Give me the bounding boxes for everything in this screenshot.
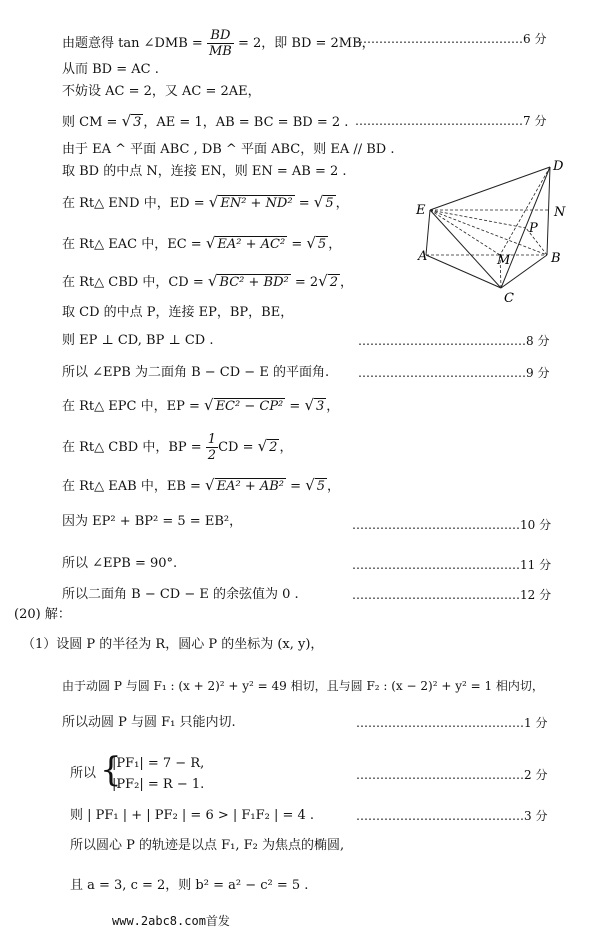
line-abc-values: 且 a = 3, c = 2，则 b² = a² − c² = 5 . [70,878,309,893]
score-11: ……………………………………11 分 [352,558,552,572]
line-ea-parallel-bd: 由于 EA ^ 平面 ABC , DB ^ 平面 ABC，则 EA // BD . [62,142,395,157]
line-cosine-zero: 所以二面角 B − CD − E 的余弦值为 0 . [62,587,299,602]
radicand: 3 [316,399,325,414]
radicand: 2 [269,440,278,455]
score-10: ……………………………………10 分 [352,518,552,532]
text: = [285,399,305,414]
text: ， [335,196,349,211]
line-dihedral-angle: 所以 ∠EPB 为二面角 B − CD − E 的平面角. [62,365,330,380]
text: 在 Rt△ CBD 中，CD = [62,275,208,290]
score-1: ……………………………………1 分 [356,716,548,730]
sqrt-sign: √ [306,234,316,252]
radicand: EN² + ND² [220,196,293,211]
line-bp [62,432,292,463]
line-sum-distances: 则 | PF₁ | + | PF₂ | = 6 > | F₁F₂ | = 4 . [70,808,315,823]
system-eq-2: |PF₂| = R − 1. [112,777,205,792]
line-ed [62,194,349,212]
numerator: BD [207,28,234,44]
sqrt-sign: √ [205,476,215,494]
numerator: 1 [207,432,217,447]
score-8: ……………………………………8 分 [358,334,550,348]
fraction [207,28,234,59]
line-cm [62,113,348,131]
text: = 2，即 BD = 2MB， [233,36,375,51]
text: 在 Rt△ EPC 中，EP = [62,399,204,414]
line-tan-dmb [62,28,375,59]
label-b: B [551,251,561,266]
denominator: 2 [207,448,217,463]
sqrt-sign: √ [204,396,214,414]
system-label: 所以 [70,766,97,781]
label-a: A [418,249,428,264]
text: 在 Rt△ EAC 中，EC = [62,237,206,252]
line-assume: 不妨设 AC = 2，又 AC = 2AE， [62,84,261,99]
line-midpoint-p: 取 CD 的中点 P，连接 EP，BP，BE， [62,305,294,320]
label-e: E [416,203,426,218]
edge-ed [430,167,550,210]
label-p: P [529,221,538,236]
brace: { [100,750,122,790]
label-n: N [554,205,566,220]
line-ellipse: 所以圆心 P 的轨迹是以点 F₁, F₂ 为焦点的椭圆, [70,838,345,853]
problem-20-heading: (20) 解： [14,607,71,622]
text: ， [340,275,354,290]
text: ， [327,479,341,494]
radicand: 3 [133,115,142,130]
text: 则 CM = [62,115,122,130]
line-internal-tangent: 所以动圆 P 与圆 F₁ 只能内切. [62,715,236,730]
radicand: 5 [325,196,334,211]
text: = [294,196,314,211]
radicand: 5 [316,479,326,494]
edge-ac [426,255,501,288]
label-d: D [553,159,564,174]
label-c: C [504,291,514,306]
sqrt-sign: √ [208,193,219,211]
sqrt-sign: √ [205,234,216,252]
radicand: EA² + AB² [216,479,285,494]
sqrt-sign: √ [318,272,328,290]
radicand: EC² − CP² [215,399,284,414]
score-2: ……………………………………2 分 [356,768,548,782]
sqrt-sign: √ [207,272,218,290]
text: 在 Rt△ EAB 中，EB = [62,479,206,494]
line-circle-setup: （1）设圆 P 的半径为 R，圆心 P 的坐标为 (x, y)， [22,637,324,652]
text: = 2 [290,275,319,290]
radicand: EA² + AC² [217,237,286,252]
score-9: ……………………………………9 分 [358,366,550,380]
sqrt-sign: √ [257,437,268,455]
score-3: ……………………………………3 分 [356,809,548,823]
text: ， [279,440,293,455]
text: 在 Rt△ CBD 中，BP = [62,440,206,455]
geometry-figure [408,150,588,310]
text: ， [328,237,342,252]
text: 由题意得 tan ∠DMB = [62,36,207,51]
edge-db [547,167,550,255]
system-eq-1: |PF₁| = 7 − R, [112,756,205,771]
text: ， [326,399,340,414]
text: CD = [218,440,258,455]
label-m: M [497,253,511,268]
sqrt-sign: √ [305,476,315,494]
line-perpendicular: 则 EP ⊥ CD, BP ⊥ CD . [62,333,214,348]
line-angle-90: 所以 ∠EPB = 90°. [62,556,178,571]
radicand: 2 [329,275,339,290]
line-midpoint-n: 取 BD 的中点 N，连接 EN，则 EN = AB = 2 . [62,164,347,179]
radicand: 5 [317,237,327,252]
line-ec [62,235,341,253]
line-cd [62,273,353,291]
fraction [206,432,218,463]
radicand: BC² + BD² [219,275,289,290]
score-6: ……………………………………6 分 [355,32,547,46]
text: ，AE = 1，AB = BC = BD = 2 . [143,115,349,130]
line-ep [62,397,339,415]
sqrt-sign: √ [304,396,315,414]
text: = [286,479,306,494]
sqrt-sign: √ [121,112,132,130]
text: 在 Rt△ END 中，ED = [62,196,209,211]
line-pythagoras: 因为 EP² + BP² = 5 = EB²， [62,514,243,529]
score-12: ……………………………………12 分 [352,588,552,602]
line-tangent-circles: 由于动圆 P 与圆 F₁ : (x + 2)² + y² = 49 相切，且与圆 F₂ : (x − 2)² + y² = 1 相内切， [62,679,544,693]
score-7: ……………………………………7 分 [355,114,547,128]
text: = [287,237,307,252]
denominator: MB [208,44,232,59]
edge-dm [500,167,550,255]
footer-watermark: www.2abc8.com首发 [112,914,230,928]
sqrt-sign: √ [313,193,324,211]
line-eb [62,477,340,495]
line-bd-eq-ac: 从而 BD = AC . [62,62,159,77]
